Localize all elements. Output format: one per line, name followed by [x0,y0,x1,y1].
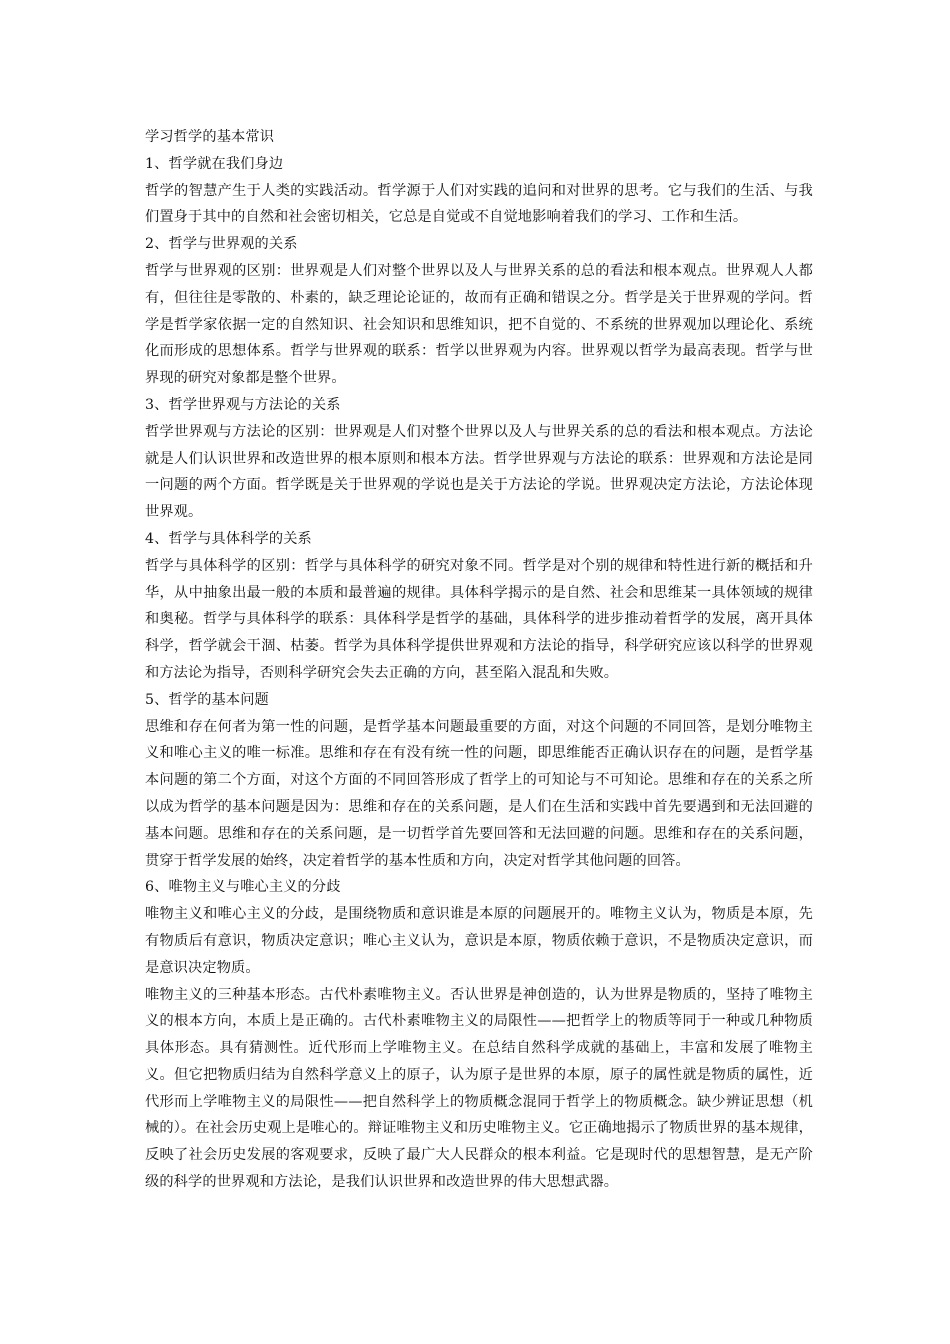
section-heading: 6、唯物主义与唯心主义的分歧 [145,879,341,896]
section-heading: 1、哲学就在我们身边 [145,155,284,172]
section-paragraph: 哲学与具体科学的区别：哲学与具体科学的研究对象不同。哲学是对个别的规律和特性进行新的概括和升华，从中抽象出最一般的本质和最普遍的规律。具体科学揭示的是自然、社会和思维某一具体领域的规律和奥秘。哲学与具体科学的联系：具体科学是哲学的基础，具体科学的进步推动着哲学的发展，离开具体科学，哲学就会干涸、枯萎。哲学为具体科学提供世界观和方法论的指导，科学研究应该以科学的世界观和方法论为指导，否则科学研究会失去正确的方向，甚至陷入混乱和失败。 [145,557,813,681]
section-paragraph: 唯物主义的三种基本形态。古代朴素唯物主义。否认世界是神创造的，认为世界是物质的，坚持了唯物主义的根本方向，本质上是正确的。古代朴素唯物主义的局限性——把哲学上的物质等同于一种或几种物质具体形态。具有猜测性。近代形而上学唯物主义。在总结自然科学成就的基础上，丰富和发展了唯物主义。但它把物质归结为自然科学意义上的原子，认为原子是世界的本原，原子的属性就是物质的属性，近代形而上学唯物主义的局限性——把自然科学上的物质概念混同于哲学上的物质概念。缺少辨证思想（机械的）。在社会历史观上是唯心的。辩证唯物主义和历史唯物主义。它正确地揭示了物质世界的基本规律，反映了社会历史发展的客观要求，反映了最广大人民群众的根本利益。它是现时代的思想智慧，是无产阶级的科学的世界观和方法论，是我们认识世界和改造世界的伟大思想武器。 [145,986,813,1191]
document-title: 学习哲学的基本常识 [145,129,275,145]
section-heading: 4、哲学与具体科学的关系 [145,530,312,547]
section-paragraph: 唯物主义和唯心主义的分歧，是围绕物质和意识谁是本原的问题展开的。唯物主义认为，物质是本原，先有物质后有意识，物质决定意识；唯心主义认为，意识是本原，物质依赖于意识，不是物质决定意识，而是意识决定物质。 [145,906,813,976]
section-paragraph: 哲学与世界观的区别：世界观是人们对整个世界以及人与世界关系的总的看法和根本观点。世界观人人都有，但往往是零散的、朴素的，缺乏理论论证的，故而有正确和错误之分。哲学是关于世界观的学问。哲学是哲学家依据一定的自然知识、社会知识和思维知识，把不自觉的、不系统的世界观加以理论化、系统化而形成的思想体系。哲学与世界观的联系：哲学以世界观为内容。世界观以哲学为最高表现。哲学与世界现的研究对象都是整个世界。 [145,262,813,387]
section-paragraph: 哲学世界观与方法论的区别：世界观是人们对整个世界以及人与世界关系的总的看法和根本观点。方法论就是人们认识世界和改造世界的根本原则和根本方法。哲学世界观与方法论的联系：世界观和方法论是同一问题的两个方面。哲学既是关于世界观的学说也是关于方法论的学说。世界观决定方法论，方法论体现世界观。 [145,423,813,521]
section-heading: 2、哲学与世界观的关系 [145,236,298,253]
section-paragraph: 思维和存在何者为第一性的问题，是哲学基本问题最重要的方面，对这个问题的不同回答，是划分唯物主义和唯心主义的唯一标准。思维和存在有没有统一性的问题，即思维能否正确认识存在的问题，是哲学基本问题的第二个方面，对这个方面的不同回答形成了哲学上的可知论与不可知论。思维和存在的关系之所以成为哲学的基本问题是因为：思维和存在的关系问题，是人们在生活和实践中首先要遇到和无法回避的基本问题。思维和存在的关系问题，是一切哲学首先要回答和无法回避的问题。思维和存在的关系问题，贯穿于哲学发展的始终，决定着哲学的基本性质和方向，决定对哲学其他问题的回答。 [145,718,813,869]
section-heading: 5、哲学的基本问题 [145,691,269,708]
section-paragraph: 哲学的智慧产生于人类的实践活动。哲学源于人们对实践的追问和对世界的思考。它与我们的生活、与我们置身于其中的自然和社会密切相关，它总是自觉或不自觉地影响着我们的学习、工作和生活。 [145,182,813,226]
document-page [145,124,813,1196]
section-heading: 3、哲学世界观与方法论的关系 [145,396,341,413]
